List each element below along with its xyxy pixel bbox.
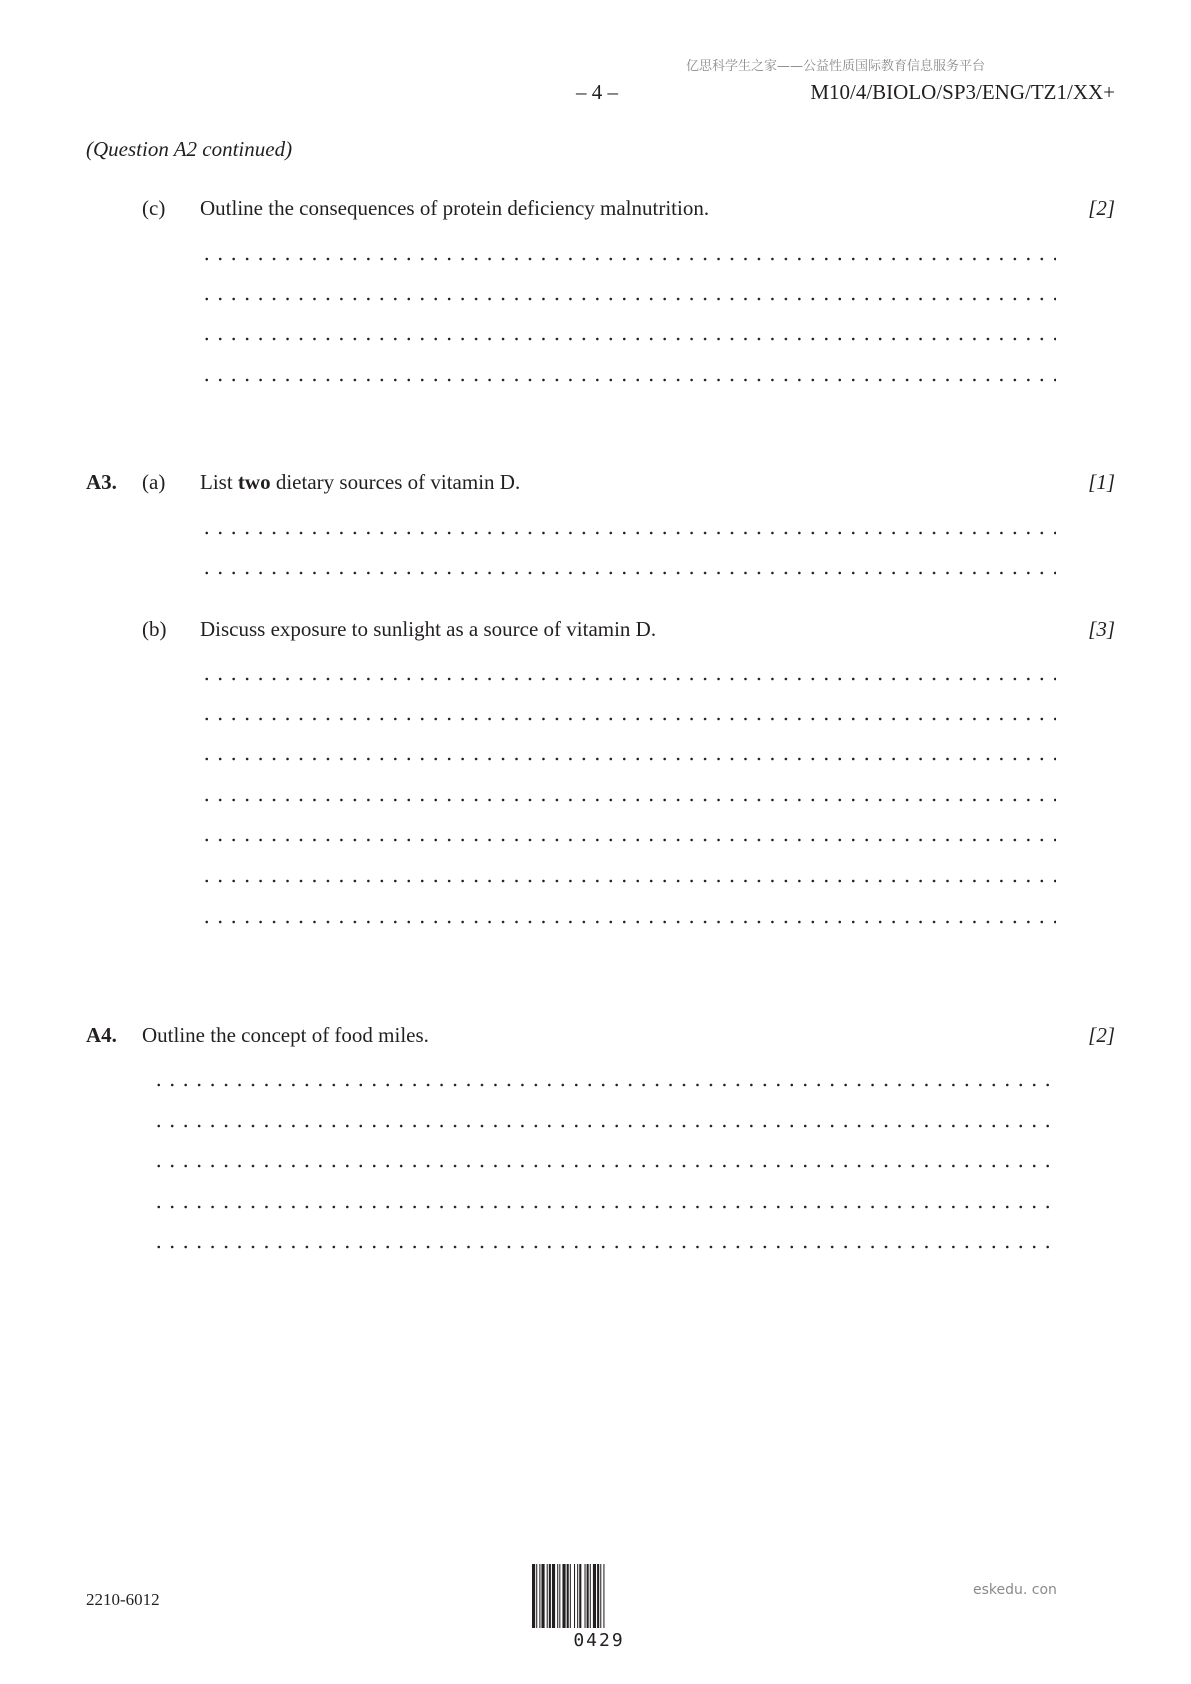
question-a3b-part-label: (b) xyxy=(142,617,167,641)
answer-line[interactable] xyxy=(200,337,1056,341)
page-number: – 4 – xyxy=(576,80,618,104)
continuation-note: (Question A2 continued) xyxy=(86,137,293,161)
question-a3a-part-label: (a) xyxy=(142,470,166,494)
question-a3a-marks: [1] xyxy=(1088,470,1115,494)
answer-line[interactable] xyxy=(200,297,1056,301)
answer-line[interactable] xyxy=(200,257,1056,261)
answer-line[interactable] xyxy=(200,531,1056,535)
question-a4-marks: [2] xyxy=(1088,1023,1115,1047)
answer-line[interactable] xyxy=(200,677,1056,681)
answer-line[interactable] xyxy=(200,879,1056,883)
answer-line[interactable] xyxy=(152,1164,1056,1168)
question-a4-text: Outline the concept of food miles. xyxy=(142,1023,429,1047)
question-a3a-text-start: List xyxy=(200,470,238,494)
answer-line[interactable] xyxy=(200,717,1056,721)
barcode-image xyxy=(532,1564,666,1628)
barcode-number: 0429 xyxy=(573,1630,625,1651)
answer-line[interactable] xyxy=(152,1083,1056,1087)
question-a4-number: A4. xyxy=(86,1023,117,1047)
answer-line[interactable] xyxy=(200,798,1056,802)
question-a2c-text: Outline the consequences of protein deficiency malnutrition. xyxy=(200,196,710,220)
answer-line[interactable] xyxy=(200,378,1056,382)
answer-line[interactable] xyxy=(152,1124,1056,1128)
question-a3b-marks: [3] xyxy=(1088,617,1115,641)
answer-line[interactable] xyxy=(200,571,1056,575)
question-a3a-text xyxy=(200,470,520,495)
question-a3a-text-end: dietary sources of vitamin D. xyxy=(270,470,521,494)
question-a2c-marks: [2] xyxy=(1088,196,1115,220)
footer-code: 2210-6012 xyxy=(86,1590,160,1609)
question-a2c-part-label: (c) xyxy=(142,196,166,220)
answer-line[interactable] xyxy=(200,757,1056,761)
question-a3a-emphasis: two xyxy=(237,470,271,494)
answer-line[interactable] xyxy=(200,838,1056,842)
paper-code: M10/4/BIOLO/SP3/ENG/TZ1/XX+ xyxy=(810,80,1115,104)
answer-line[interactable] xyxy=(152,1245,1056,1249)
site-watermark: eskedu. con xyxy=(973,1582,1057,1598)
answer-line[interactable] xyxy=(152,1205,1056,1209)
question-a3b-text: Discuss exposure to sunlight as a source of vitamin D. xyxy=(200,617,657,641)
question-a3-number: A3. xyxy=(86,470,117,494)
watermark-text: 亿思科学生之家——公益性质国际教育信息服务平台 xyxy=(686,59,986,74)
answer-line[interactable] xyxy=(200,920,1056,924)
